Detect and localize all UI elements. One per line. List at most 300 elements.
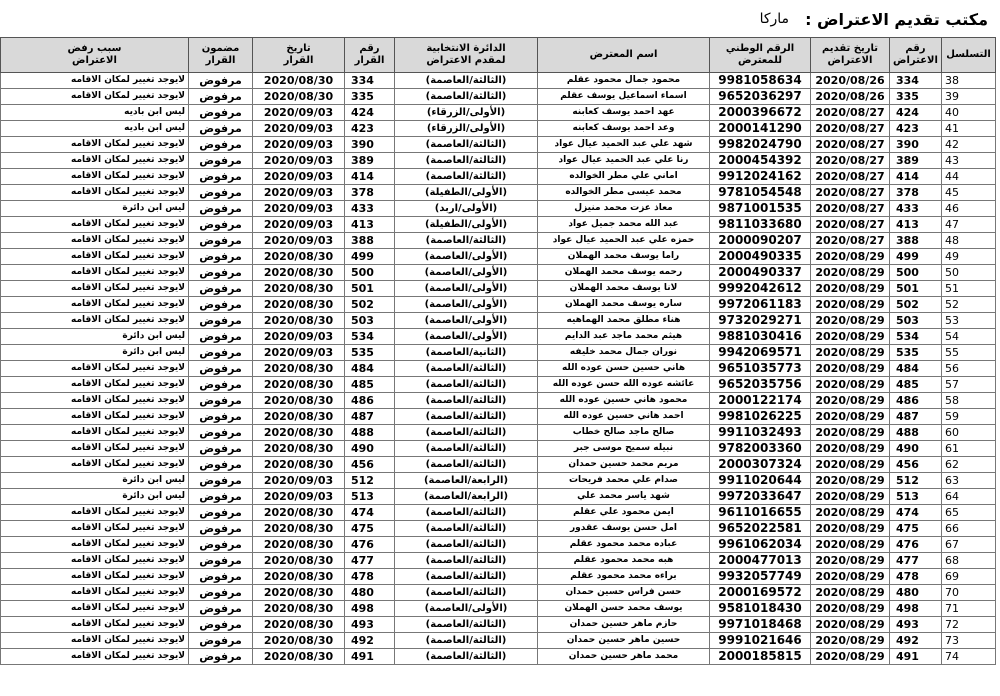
table-row bbox=[1, 553, 996, 569]
cell-reason: لايوجد تغيير لمكان الاقامه bbox=[1, 233, 189, 249]
cell-name: عهد احمد يوسف كعابنه bbox=[538, 105, 710, 121]
table-row bbox=[1, 633, 996, 649]
cell-reason: لايوجد تغيير لمكان الاقامه bbox=[1, 505, 189, 521]
cell-decision-no: 480 bbox=[345, 585, 395, 601]
cell-reason: لايوجد تغيير لمكان الاقامه bbox=[1, 553, 189, 569]
cell-reason: لايوجد تغيير لمكان الاقامه bbox=[1, 569, 189, 585]
cell-decision-no: 390 bbox=[345, 137, 395, 153]
cell-name: عائشه عوده الله حسن عوده الله bbox=[538, 377, 710, 393]
cell-seq: 63 bbox=[942, 473, 996, 489]
cell-content: مرفوض bbox=[189, 505, 253, 521]
cell-submit-date: 2020/08/27 bbox=[811, 201, 890, 217]
cell-district: (الأولى/الزرقاء) bbox=[395, 121, 538, 137]
cell-decision-no: 502 bbox=[345, 297, 395, 313]
cell-district: (الرابعة/العاصمة) bbox=[395, 489, 538, 505]
cell-district: (الأولى/الزرقاء) bbox=[395, 105, 538, 121]
cell-district: (الثالثة/العاصمة) bbox=[395, 153, 538, 169]
cell-objection-no: 390 bbox=[890, 137, 942, 153]
cell-national-no: 2000396672 bbox=[710, 105, 811, 121]
cell-submit-date: 2020/08/29 bbox=[811, 649, 890, 665]
cell-decision-no: 474 bbox=[345, 505, 395, 521]
cell-objection-no: 534 bbox=[890, 329, 942, 345]
cell-national-no: 2000307324 bbox=[710, 457, 811, 473]
cell-national-no: 9652035756 bbox=[710, 377, 811, 393]
cell-objection-no: 477 bbox=[890, 553, 942, 569]
cell-objection-no: 501 bbox=[890, 281, 942, 297]
table-header-row bbox=[1, 38, 996, 73]
cell-seq: 73 bbox=[942, 633, 996, 649]
col-header-national-no: الرقم الوطني للمعترض bbox=[710, 38, 811, 73]
cell-national-no: 9911032493 bbox=[710, 425, 811, 441]
cell-decision-date: 2020/08/30 bbox=[253, 377, 345, 393]
cell-decision-date: 2020/09/03 bbox=[253, 473, 345, 489]
cell-reason: ليس ابن دائرة bbox=[1, 473, 189, 489]
cell-national-no: 9652036297 bbox=[710, 89, 811, 105]
cell-decision-no: 478 bbox=[345, 569, 395, 585]
cell-name: راما يوسف محمد الهملان bbox=[538, 249, 710, 265]
cell-content: مرفوض bbox=[189, 345, 253, 361]
cell-national-no: 2000490337 bbox=[710, 265, 811, 281]
cell-district: (الثالثة/العاصمة) bbox=[395, 537, 538, 553]
cell-content: مرفوض bbox=[189, 153, 253, 169]
cell-reason: لايوجد تغيير لمكان الاقامه bbox=[1, 249, 189, 265]
cell-decision-date: 2020/08/30 bbox=[253, 601, 345, 617]
cell-national-no: 9971018468 bbox=[710, 617, 811, 633]
cell-decision-no: 512 bbox=[345, 473, 395, 489]
cell-decision-date: 2020/08/30 bbox=[253, 569, 345, 585]
cell-content: مرفوض bbox=[189, 585, 253, 601]
cell-content: مرفوض bbox=[189, 393, 253, 409]
cell-seq: 71 bbox=[942, 601, 996, 617]
cell-decision-no: 475 bbox=[345, 521, 395, 537]
cell-decision-no: 424 bbox=[345, 105, 395, 121]
cell-reason: لايوجد تغيير لمكان الاقامه bbox=[1, 185, 189, 201]
cell-reason: لايوجد تغيير لمكان الاقامه bbox=[1, 377, 189, 393]
cell-seq: 72 bbox=[942, 617, 996, 633]
cell-name: هبه محمد محمود عقلم bbox=[538, 553, 710, 569]
cell-seq: 49 bbox=[942, 249, 996, 265]
cell-reason: لايوجد تغيير لمكان الاقامه bbox=[1, 601, 189, 617]
cell-district: (الثالثة/العاصمة) bbox=[395, 505, 538, 521]
table-row bbox=[1, 521, 996, 537]
cell-decision-date: 2020/08/30 bbox=[253, 409, 345, 425]
cell-decision-no: 388 bbox=[345, 233, 395, 249]
cell-national-no: 9651035773 bbox=[710, 361, 811, 377]
cell-objection-no: 480 bbox=[890, 585, 942, 601]
cell-seq: 54 bbox=[942, 329, 996, 345]
cell-decision-date: 2020/09/03 bbox=[253, 121, 345, 137]
table-row bbox=[1, 169, 996, 185]
cell-submit-date: 2020/08/27 bbox=[811, 121, 890, 137]
cell-decision-date: 2020/09/03 bbox=[253, 137, 345, 153]
cell-name: محمد عيسى مطر الخوالده bbox=[538, 185, 710, 201]
cell-decision-no: 485 bbox=[345, 377, 395, 393]
col-header-name: اسم المعترض bbox=[538, 38, 710, 73]
cell-seq: 55 bbox=[942, 345, 996, 361]
cell-content: مرفوض bbox=[189, 73, 253, 89]
cell-seq: 74 bbox=[942, 649, 996, 665]
cell-submit-date: 2020/08/29 bbox=[811, 489, 890, 505]
cell-submit-date: 2020/08/29 bbox=[811, 441, 890, 457]
cell-seq: 58 bbox=[942, 393, 996, 409]
cell-submit-date: 2020/08/29 bbox=[811, 345, 890, 361]
cell-decision-date: 2020/08/30 bbox=[253, 505, 345, 521]
cell-seq: 65 bbox=[942, 505, 996, 521]
cell-objection-no: 423 bbox=[890, 121, 942, 137]
cell-reason: ليس ابن دائرة bbox=[1, 345, 189, 361]
cell-seq: 45 bbox=[942, 185, 996, 201]
table-row bbox=[1, 473, 996, 489]
cell-content: مرفوض bbox=[189, 169, 253, 185]
cell-name: هيثم محمد ماجد عبد الدايم bbox=[538, 329, 710, 345]
cell-decision-date: 2020/08/30 bbox=[253, 265, 345, 281]
cell-seq: 52 bbox=[942, 297, 996, 313]
table-row bbox=[1, 457, 996, 473]
cell-reason: لايوجد تغيير لمكان الاقامه bbox=[1, 281, 189, 297]
table-row bbox=[1, 105, 996, 121]
table-row bbox=[1, 649, 996, 665]
cell-reason: لايوجد تغيير لمكان الاقامه bbox=[1, 361, 189, 377]
cell-decision-date: 2020/08/30 bbox=[253, 649, 345, 665]
cell-name: محمود جمال محمود عقلم bbox=[538, 73, 710, 89]
col-header-submit-date: تاريخ تقديم الاعتراض bbox=[811, 38, 890, 73]
table-row bbox=[1, 137, 996, 153]
cell-submit-date: 2020/08/29 bbox=[811, 505, 890, 521]
cell-submit-date: 2020/08/29 bbox=[811, 281, 890, 297]
cell-seq: 51 bbox=[942, 281, 996, 297]
cell-objection-no: 335 bbox=[890, 89, 942, 105]
cell-reason: ليس ابن دائرة bbox=[1, 201, 189, 217]
cell-objection-no: 512 bbox=[890, 473, 942, 489]
cell-decision-no: 477 bbox=[345, 553, 395, 569]
cell-national-no: 9932057749 bbox=[710, 569, 811, 585]
cell-name: معاذ عزت محمد منيزل bbox=[538, 201, 710, 217]
cell-decision-no: 503 bbox=[345, 313, 395, 329]
cell-seq: 50 bbox=[942, 265, 996, 281]
cell-decision-date: 2020/09/03 bbox=[253, 217, 345, 233]
cell-district: (الثالثة/العاصمة) bbox=[395, 633, 538, 649]
cell-content: مرفوض bbox=[189, 105, 253, 121]
cell-objection-no: 413 bbox=[890, 217, 942, 233]
table-row bbox=[1, 393, 996, 409]
cell-seq: 48 bbox=[942, 233, 996, 249]
cell-content: مرفوض bbox=[189, 361, 253, 377]
table-row bbox=[1, 409, 996, 425]
cell-decision-date: 2020/09/03 bbox=[253, 185, 345, 201]
cell-name: ساره يوسف محمد الهملان bbox=[538, 297, 710, 313]
cell-objection-no: 513 bbox=[890, 489, 942, 505]
cell-seq: 41 bbox=[942, 121, 996, 137]
cell-seq: 38 bbox=[942, 73, 996, 89]
cell-objection-no: 475 bbox=[890, 521, 942, 537]
cell-submit-date: 2020/08/29 bbox=[811, 361, 890, 377]
cell-decision-date: 2020/09/03 bbox=[253, 345, 345, 361]
cell-seq: 61 bbox=[942, 441, 996, 457]
cell-name: حمزه علي عبد الحميد عيال عواد bbox=[538, 233, 710, 249]
cell-reason: لايوجد تغيير لمكان الاقامه bbox=[1, 393, 189, 409]
cell-decision-date: 2020/08/30 bbox=[253, 73, 345, 89]
cell-national-no: 9871001535 bbox=[710, 201, 811, 217]
cell-submit-date: 2020/08/27 bbox=[811, 217, 890, 233]
cell-content: مرفوض bbox=[189, 329, 253, 345]
cell-district: (الثالثة/العاصمة) bbox=[395, 585, 538, 601]
col-header-decision-no: رقم القرار bbox=[345, 38, 395, 73]
cell-objection-no: 334 bbox=[890, 73, 942, 89]
office-value: ماركا bbox=[759, 11, 790, 27]
cell-content: مرفوض bbox=[189, 313, 253, 329]
cell-national-no: 2000490335 bbox=[710, 249, 811, 265]
cell-district: (الثالثة/العاصمة) bbox=[395, 361, 538, 377]
cell-decision-date: 2020/08/30 bbox=[253, 361, 345, 377]
cell-submit-date: 2020/08/29 bbox=[811, 329, 890, 345]
cell-reason: ليس ابن باديه bbox=[1, 105, 189, 121]
cell-content: مرفوض bbox=[189, 457, 253, 473]
cell-national-no: 9991021646 bbox=[710, 633, 811, 649]
cell-decision-date: 2020/08/30 bbox=[253, 297, 345, 313]
cell-decision-date: 2020/08/30 bbox=[253, 521, 345, 537]
cell-national-no: 9781054548 bbox=[710, 185, 811, 201]
cell-content: مرفوض bbox=[189, 297, 253, 313]
cell-decision-date: 2020/08/30 bbox=[253, 553, 345, 569]
cell-national-no: 9912024162 bbox=[710, 169, 811, 185]
cell-content: مرفوض bbox=[189, 281, 253, 297]
cell-content: مرفوض bbox=[189, 137, 253, 153]
cell-reason: لايوجد تغيير لمكان الاقامه bbox=[1, 521, 189, 537]
cell-submit-date: 2020/08/29 bbox=[811, 473, 890, 489]
cell-reason: ليس ابن دائرة bbox=[1, 329, 189, 345]
cell-objection-no: 485 bbox=[890, 377, 942, 393]
cell-name: شهد ياسر محمد علي bbox=[538, 489, 710, 505]
cell-name: شهد علي عبد الحميد عيال عواد bbox=[538, 137, 710, 153]
cell-reason: لايوجد تغيير لمكان الاقامه bbox=[1, 297, 189, 313]
cell-national-no: 2000185815 bbox=[710, 649, 811, 665]
objections-sheet bbox=[0, 37, 1000, 665]
cell-name: صالح ماجد صالح خطاب bbox=[538, 425, 710, 441]
table-row bbox=[1, 121, 996, 137]
cell-district: (الثالثة/العاصمة) bbox=[395, 89, 538, 105]
cell-district: (الثالثة/العاصمة) bbox=[395, 169, 538, 185]
cell-objection-no: 486 bbox=[890, 393, 942, 409]
cell-national-no: 9811033680 bbox=[710, 217, 811, 233]
cell-submit-date: 2020/08/29 bbox=[811, 601, 890, 617]
cell-decision-no: 498 bbox=[345, 601, 395, 617]
cell-submit-date: 2020/08/29 bbox=[811, 457, 890, 473]
cell-decision-no: 335 bbox=[345, 89, 395, 105]
cell-name: امل حسن يوسف عقدور bbox=[538, 521, 710, 537]
col-header-reason: سبب رفض الاعتراض bbox=[1, 38, 189, 73]
cell-seq: 56 bbox=[942, 361, 996, 377]
cell-decision-date: 2020/09/03 bbox=[253, 169, 345, 185]
cell-reason: ليس ابن باديه bbox=[1, 121, 189, 137]
cell-decision-date: 2020/08/30 bbox=[253, 425, 345, 441]
cell-name: رنا علي عبد الحميد عيال عواد bbox=[538, 153, 710, 169]
cell-objection-no: 433 bbox=[890, 201, 942, 217]
cell-submit-date: 2020/08/29 bbox=[811, 313, 890, 329]
cell-seq: 66 bbox=[942, 521, 996, 537]
cell-content: مرفوض bbox=[189, 617, 253, 633]
cell-district: (الأولى/الطفيلة) bbox=[395, 217, 538, 233]
cell-national-no: 9942069571 bbox=[710, 345, 811, 361]
cell-district: (الأولى/العاصمة) bbox=[395, 265, 538, 281]
table-row bbox=[1, 265, 996, 281]
cell-decision-no: 513 bbox=[345, 489, 395, 505]
cell-reason: لايوجد تغيير لمكان الاقامه bbox=[1, 217, 189, 233]
cell-reason: لايوجد تغيير لمكان الاقامه bbox=[1, 537, 189, 553]
cell-national-no: 2000454392 bbox=[710, 153, 811, 169]
cell-seq: 40 bbox=[942, 105, 996, 121]
cell-decision-date: 2020/08/30 bbox=[253, 537, 345, 553]
table-row bbox=[1, 569, 996, 585]
cell-national-no: 2000169572 bbox=[710, 585, 811, 601]
cell-district: (الثالثة/العاصمة) bbox=[395, 553, 538, 569]
cell-name: محمد ماهر حسين حمدان bbox=[538, 649, 710, 665]
cell-submit-date: 2020/08/29 bbox=[811, 553, 890, 569]
cell-national-no: 2000141290 bbox=[710, 121, 811, 137]
cell-reason: لايوجد تغيير لمكان الاقامه bbox=[1, 585, 189, 601]
cell-district: (الثالثة/العاصمة) bbox=[395, 617, 538, 633]
cell-district: (الأولى/العاصمة) bbox=[395, 281, 538, 297]
cell-submit-date: 2020/08/29 bbox=[811, 569, 890, 585]
cell-content: مرفوض bbox=[189, 441, 253, 457]
cell-objection-no: 474 bbox=[890, 505, 942, 521]
cell-seq: 70 bbox=[942, 585, 996, 601]
table-row bbox=[1, 537, 996, 553]
cell-reason: لايوجد تغيير لمكان الاقامه bbox=[1, 441, 189, 457]
cell-seq: 44 bbox=[942, 169, 996, 185]
cell-content: مرفوض bbox=[189, 537, 253, 553]
cell-seq: 64 bbox=[942, 489, 996, 505]
cell-decision-date: 2020/08/30 bbox=[253, 457, 345, 473]
cell-name: براءه محمد محمود عقلم bbox=[538, 569, 710, 585]
cell-national-no: 9732029271 bbox=[710, 313, 811, 329]
cell-district: (الأولى/العاصمة) bbox=[395, 329, 538, 345]
cell-national-no: 9992042612 bbox=[710, 281, 811, 297]
table-row bbox=[1, 345, 996, 361]
cell-reason: ليس ابن دائرة bbox=[1, 489, 189, 505]
cell-submit-date: 2020/08/29 bbox=[811, 297, 890, 313]
cell-content: مرفوض bbox=[189, 249, 253, 265]
cell-decision-no: 423 bbox=[345, 121, 395, 137]
cell-national-no: 9911020644 bbox=[710, 473, 811, 489]
cell-decision-no: 491 bbox=[345, 649, 395, 665]
cell-content: مرفوض bbox=[189, 185, 253, 201]
cell-objection-no: 488 bbox=[890, 425, 942, 441]
cell-district: (الأولى/العاصمة) bbox=[395, 601, 538, 617]
cell-name: ايمن محمود علي عقلم bbox=[538, 505, 710, 521]
cell-reason: لايوجد تغيير لمكان الاقامه bbox=[1, 153, 189, 169]
cell-name: حازم ماهر حسين حمدان bbox=[538, 617, 710, 633]
cell-name: احمد هاني حسين عوده الله bbox=[538, 409, 710, 425]
cell-objection-no: 500 bbox=[890, 265, 942, 281]
cell-district: (الأولى/العاصمة) bbox=[395, 297, 538, 313]
cell-district: (الثالثة/العاصمة) bbox=[395, 457, 538, 473]
table-row bbox=[1, 249, 996, 265]
table-row bbox=[1, 329, 996, 345]
cell-decision-no: 500 bbox=[345, 265, 395, 281]
cell-content: مرفوض bbox=[189, 89, 253, 105]
cell-objection-no: 491 bbox=[890, 649, 942, 665]
cell-district: (الثانية/العاصمة) bbox=[395, 345, 538, 361]
cell-seq: 69 bbox=[942, 569, 996, 585]
cell-content: مرفوض bbox=[189, 201, 253, 217]
cell-decision-no: 414 bbox=[345, 169, 395, 185]
cell-decision-no: 499 bbox=[345, 249, 395, 265]
cell-objection-no: 389 bbox=[890, 153, 942, 169]
cell-decision-no: 492 bbox=[345, 633, 395, 649]
cell-reason: لايوجد تغيير لمكان الاقامه bbox=[1, 89, 189, 105]
table-row bbox=[1, 505, 996, 521]
cell-national-no: 9611016655 bbox=[710, 505, 811, 521]
cell-national-no: 2000477013 bbox=[710, 553, 811, 569]
cell-seq: 43 bbox=[942, 153, 996, 169]
cell-submit-date: 2020/08/27 bbox=[811, 153, 890, 169]
cell-decision-date: 2020/09/03 bbox=[253, 329, 345, 345]
cell-content: مرفوض bbox=[189, 217, 253, 233]
page-header bbox=[760, 4, 988, 34]
cell-name: حسين ماهر حسين حمدان bbox=[538, 633, 710, 649]
cell-objection-no: 499 bbox=[890, 249, 942, 265]
cell-decision-no: 413 bbox=[345, 217, 395, 233]
cell-objection-no: 388 bbox=[890, 233, 942, 249]
cell-name: هناء مطلق محمد الهماهيه bbox=[538, 313, 710, 329]
cell-decision-no: 456 bbox=[345, 457, 395, 473]
cell-content: مرفوض bbox=[189, 473, 253, 489]
cell-name: اسماء اسماعيل يوسف عقلم bbox=[538, 89, 710, 105]
cell-submit-date: 2020/08/27 bbox=[811, 105, 890, 121]
cell-decision-no: 334 bbox=[345, 73, 395, 89]
cell-seq: 42 bbox=[942, 137, 996, 153]
cell-district: (الثالثة/العاصمة) bbox=[395, 425, 538, 441]
cell-district: (الثالثة/العاصمة) bbox=[395, 569, 538, 585]
cell-decision-no: 501 bbox=[345, 281, 395, 297]
col-header-seq: التسلسل bbox=[942, 38, 996, 73]
cell-district: (الرابعة/العاصمة) bbox=[395, 473, 538, 489]
table-row bbox=[1, 73, 996, 89]
cell-district: (الأولى/اربد) bbox=[395, 201, 538, 217]
cell-district: (الثالثة/العاصمة) bbox=[395, 441, 538, 457]
cell-decision-date: 2020/09/03 bbox=[253, 153, 345, 169]
cell-decision-no: 487 bbox=[345, 409, 395, 425]
cell-name: يوسف محمد حسن الهملان bbox=[538, 601, 710, 617]
cell-decision-date: 2020/09/03 bbox=[253, 489, 345, 505]
cell-national-no: 9972033647 bbox=[710, 489, 811, 505]
cell-content: مرفوض bbox=[189, 633, 253, 649]
cell-submit-date: 2020/08/29 bbox=[811, 265, 890, 281]
cell-national-no: 9652022581 bbox=[710, 521, 811, 537]
cell-objection-no: 498 bbox=[890, 601, 942, 617]
table-row bbox=[1, 233, 996, 249]
col-header-objection-no: رقم الاعتراض bbox=[890, 38, 942, 73]
table-row bbox=[1, 297, 996, 313]
cell-decision-date: 2020/09/03 bbox=[253, 105, 345, 121]
cell-district: (الثالثة/العاصمة) bbox=[395, 409, 538, 425]
table-row bbox=[1, 217, 996, 233]
table-row bbox=[1, 617, 996, 633]
table-row bbox=[1, 153, 996, 169]
cell-content: مرفوض bbox=[189, 601, 253, 617]
table-row bbox=[1, 89, 996, 105]
cell-reason: لايوجد تغيير لمكان الاقامه bbox=[1, 649, 189, 665]
table-body bbox=[1, 73, 996, 665]
cell-objection-no: 476 bbox=[890, 537, 942, 553]
cell-decision-no: 476 bbox=[345, 537, 395, 553]
cell-submit-date: 2020/08/29 bbox=[811, 377, 890, 393]
cell-submit-date: 2020/08/29 bbox=[811, 617, 890, 633]
cell-submit-date: 2020/08/26 bbox=[811, 89, 890, 105]
cell-reason: لايوجد تغيير لمكان الاقامه bbox=[1, 313, 189, 329]
cell-name: محمود هاني حسين عوده الله bbox=[538, 393, 710, 409]
cell-reason: لايوجد تغيير لمكان الاقامه bbox=[1, 425, 189, 441]
